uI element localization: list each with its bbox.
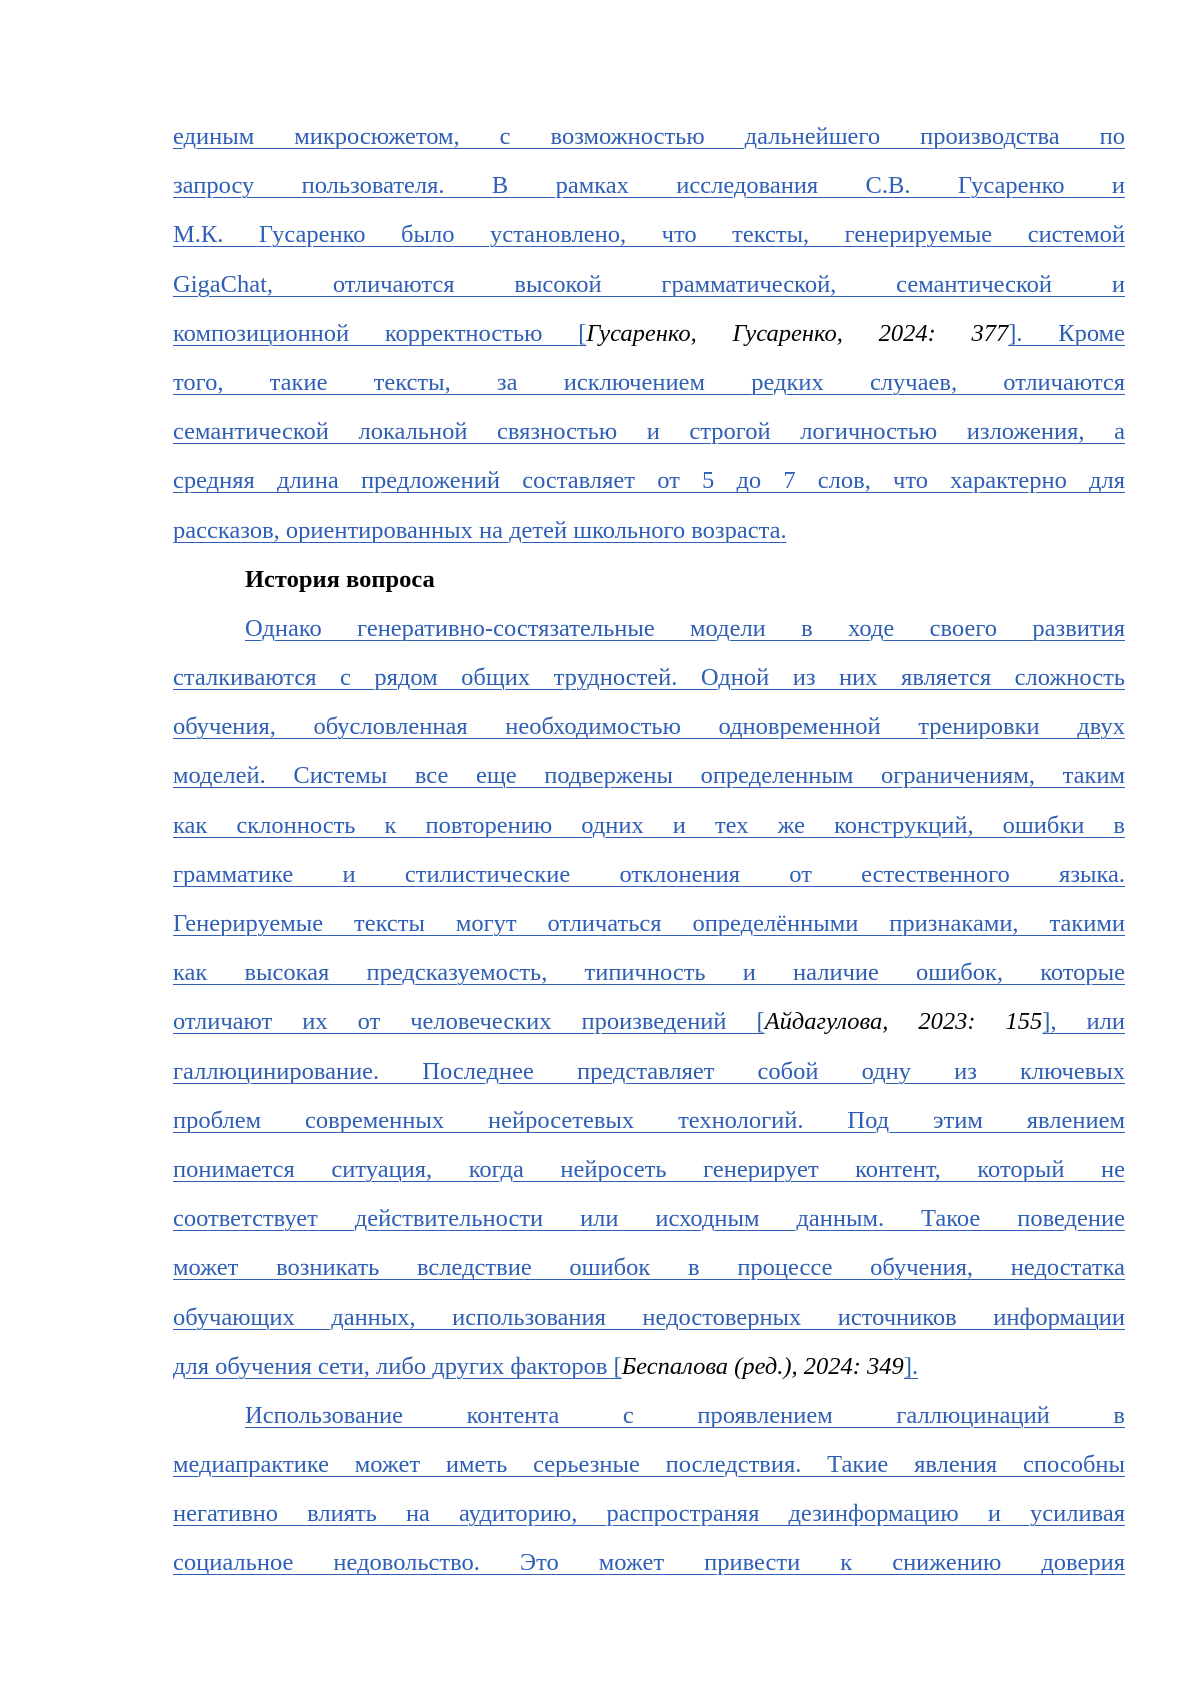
paragraph-line[interactable] <box>173 751 1125 800</box>
hyperlink-text[interactable]: Использование контента с проявлением галлюцинаций в <box>245 1401 1125 1429</box>
paragraph-line[interactable] <box>173 1194 1125 1243</box>
paragraph-line[interactable] <box>173 358 1125 407</box>
paragraph-line[interactable] <box>173 260 1125 309</box>
hyperlink-text[interactable]: медиапрактике может иметь серьезные последствия. Такие явления способны <box>173 1451 1125 1479</box>
citation: Гусаренко, Гусаренко, 2024: 377 <box>586 319 1009 347</box>
paragraph-line[interactable] <box>173 407 1125 456</box>
hyperlink-text[interactable]: обучающих данных, использования недостоверных источников информации <box>173 1303 1125 1331</box>
paragraph-line[interactable] <box>173 801 1125 850</box>
hyperlink-text[interactable]: GigaChat, отличаются высокой грамматической, семантической и <box>173 270 1125 298</box>
paragraph-line[interactable] <box>173 1145 1125 1194</box>
paragraph-line[interactable] <box>173 1440 1125 1489</box>
hyperlink-text[interactable]: того, такие тексты, за исключением редких случаев, отличаются <box>173 368 1125 396</box>
hyperlink-text[interactable]: негативно влиять на аудиторию, распространяя дезинформацию и усиливая <box>173 1500 1125 1528</box>
paragraph-line[interactable] <box>173 997 1125 1046</box>
hyperlink-text[interactable]: может возникать вследствие ошибок в процессе обучения, недостатка <box>173 1254 1125 1282</box>
paragraph-line[interactable] <box>173 1096 1125 1145</box>
hyperlink-text[interactable]: ]. Кроме <box>1008 319 1125 347</box>
hyperlink-text[interactable]: семантической локальной связностью и строгой логичностью изложения, а <box>173 418 1125 446</box>
hyperlink-text[interactable]: как склонность к повторению одних и тех же конструкций, ошибки в <box>173 811 1125 839</box>
paragraph-line[interactable] <box>173 1243 1125 1292</box>
document-body <box>173 112 1125 1588</box>
paragraph-line[interactable] <box>173 456 1125 505</box>
hyperlink-text[interactable]: обучения, обусловленная необходимостью одновременной тренировки двух <box>173 713 1125 741</box>
paragraph-line[interactable] <box>173 1342 1125 1391</box>
hyperlink-text[interactable]: композиционной корректностью [ <box>173 319 587 347</box>
hyperlink-text[interactable]: соответствует действительности или исходным данным. Такое поведение <box>173 1205 1125 1233</box>
hyperlink-text[interactable]: Однако генеративно-состязательные модели в ходе своего развития <box>245 614 1125 642</box>
hyperlink-text[interactable]: Генерируемые тексты могут отличаться определёнными признаками, такими <box>173 910 1125 937</box>
paragraph-line[interactable] <box>173 1489 1125 1538</box>
paragraph-line[interactable] <box>173 1293 1125 1342</box>
paragraph-2 <box>173 604 1125 1391</box>
hyperlink-text[interactable]: как высокая предсказуемость, типичность и наличие ошибок, которые <box>173 959 1125 987</box>
hyperlink-text[interactable]: рассказов, ориентированных на детей школьного возраста. <box>173 516 787 544</box>
hyperlink-text[interactable]: запросу пользователя. В рамках исследования С.В. Гусаренко и <box>173 172 1125 200</box>
paragraph-line[interactable] <box>173 948 1125 997</box>
hyperlink-text[interactable]: отличают их от человеческих произведений [ <box>173 1008 765 1036</box>
hyperlink-text[interactable]: М.К. Гусаренко было установлено, что тексты, генерируемые системой <box>173 221 1125 249</box>
paragraph-3 <box>173 1391 1125 1588</box>
hyperlink-text[interactable]: ]. <box>903 1352 919 1380</box>
paragraph-line[interactable] <box>173 604 1125 653</box>
paragraph-line[interactable] <box>173 1047 1125 1096</box>
paragraph-line[interactable] <box>173 309 1125 358</box>
citation: Айдагулова, 2023: 155 <box>764 1008 1043 1036</box>
paragraph-1 <box>173 112 1125 555</box>
hyperlink-text[interactable]: единым микросюжетом, с возможностью дальнейшего производства по <box>173 123 1125 150</box>
section-heading: История вопроса <box>245 565 435 593</box>
citation: Беспалова (ред.), 2024: 349 <box>621 1352 904 1380</box>
paragraph-line[interactable] <box>173 210 1125 259</box>
paragraph-line[interactable] <box>173 112 1125 161</box>
hyperlink-text[interactable]: проблем современных нейросетевых технологий. Под этим явлением <box>173 1106 1125 1134</box>
hyperlink-text[interactable]: для обучения сети, либо других факторов [ <box>173 1352 622 1380</box>
hyperlink-text[interactable]: галлюцинирование. Последнее представляет собой одну из ключевых <box>173 1057 1125 1085</box>
paragraph-line[interactable] <box>173 1538 1125 1587</box>
hyperlink-text[interactable]: сталкиваются с рядом общих трудностей. Одной из них является сложность <box>173 664 1125 692</box>
paragraph-line[interactable] <box>173 506 1125 555</box>
paragraph-line[interactable] <box>173 161 1125 210</box>
paragraph-line[interactable] <box>173 1391 1125 1440</box>
paragraph-line[interactable] <box>173 702 1125 751</box>
hyperlink-text[interactable]: грамматике и стилистические отклонения от естественного языка. <box>173 860 1125 888</box>
paragraph-line[interactable] <box>173 899 1125 948</box>
hyperlink-text[interactable]: понимается ситуация, когда нейросеть генерирует контент, который не <box>173 1155 1125 1183</box>
hyperlink-text[interactable]: ], или <box>1042 1008 1125 1036</box>
paragraph-line[interactable] <box>173 653 1125 702</box>
hyperlink-text[interactable]: средняя длина предложений составляет от 5 до 7 слов, что характерно для <box>173 467 1125 495</box>
paragraph-line[interactable] <box>173 850 1125 899</box>
hyperlink-text[interactable]: социальное недовольство. Это может привести к снижению доверия <box>173 1549 1125 1577</box>
hyperlink-text[interactable]: моделей. Системы все еще подвержены определенным ограничениям, таким <box>173 762 1125 790</box>
